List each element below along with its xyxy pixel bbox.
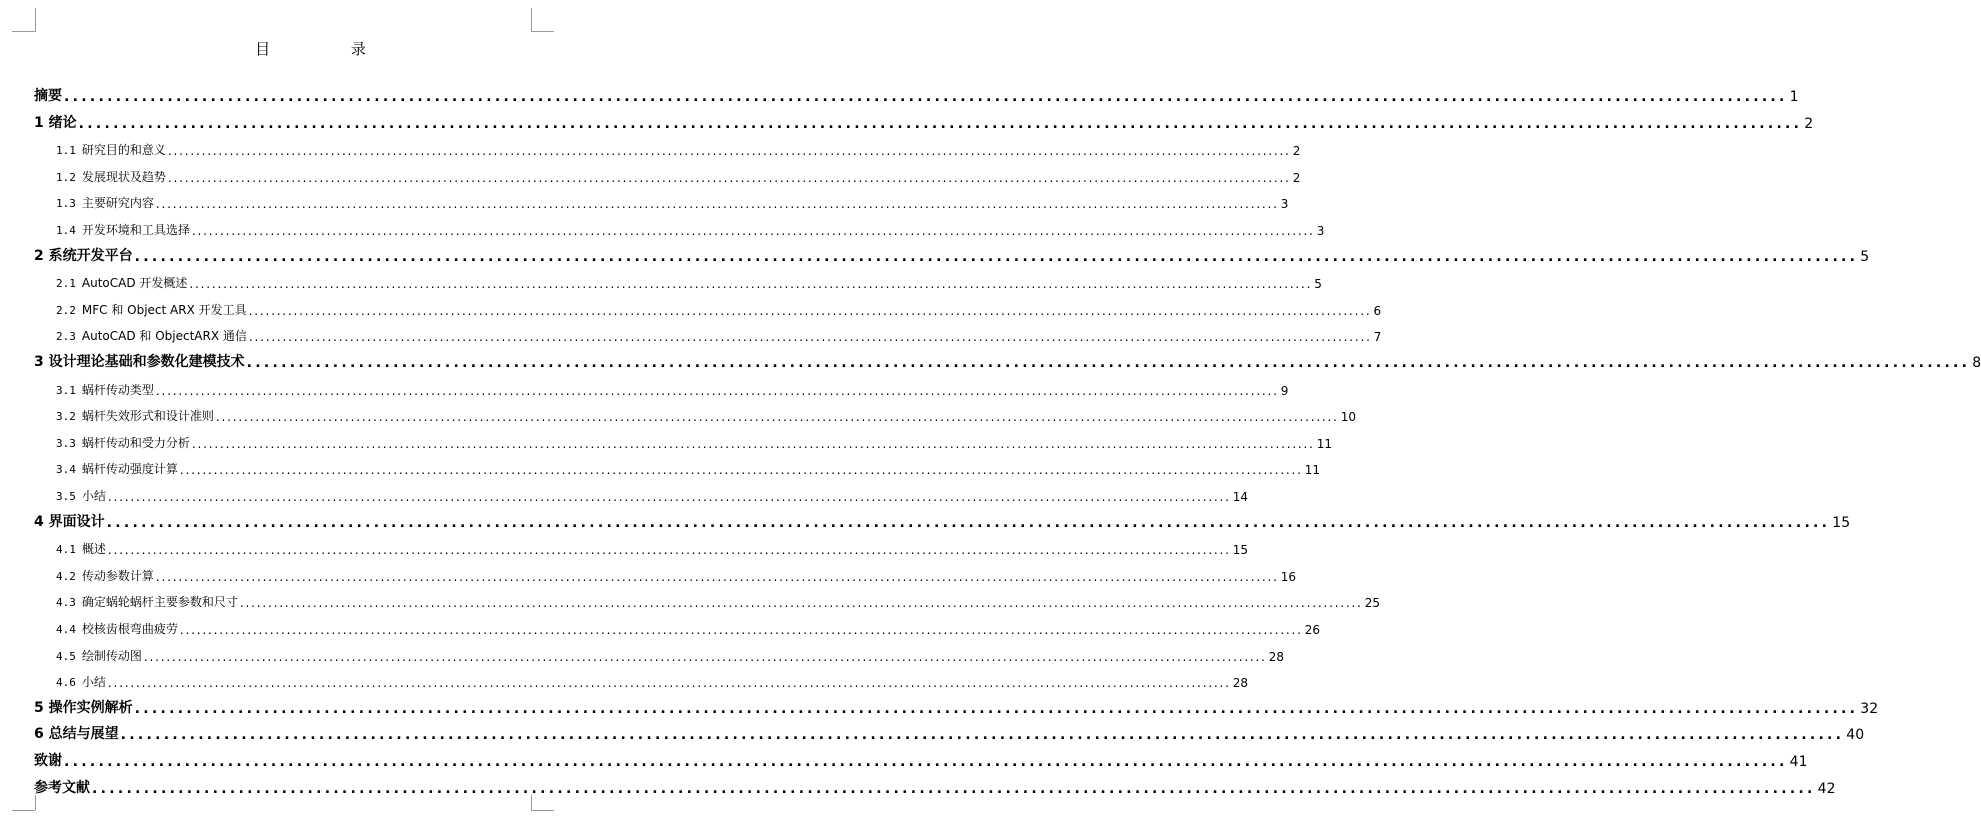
toc-page-number: 3: [1280, 197, 1289, 212]
toc-dot-leader: ........................................................................................................................................................................................................: [107, 543, 1231, 558]
toc-entry-text: 摘要: [34, 88, 62, 104]
toc-entry-text: 蜗杆传动和受力分析: [81, 435, 190, 450]
toc-section-entry[interactable]: [0, 431, 1333, 451]
toc-page-number: 11: [1316, 436, 1333, 451]
toc-dot-leader: ........................................................................................................................................................................................................: [179, 463, 1303, 478]
toc-page-number: 32: [1860, 700, 1879, 717]
toc-section-number: 2.3: [56, 330, 76, 344]
toc-section-number: 3.4: [56, 463, 76, 477]
toc-entry-label: [56, 673, 106, 690]
toc-entry-text: 确定蜗轮蜗杆主要参数和尺寸: [81, 595, 238, 610]
toc-dot-leader: ........................................................................................................................................................................................................: [191, 436, 1315, 451]
toc-section-entry[interactable]: [0, 191, 1289, 212]
toc-entry-text: 绘制传动图: [81, 648, 142, 663]
toc-entry-text: 蜗杆失效形式和设计准则: [81, 409, 214, 424]
toc-entry-label: [56, 647, 142, 664]
toc-entry-text: 蜗杆传动类型: [81, 382, 154, 397]
toc-section-entry[interactable]: [0, 218, 1325, 238]
toc-entry-text: 6 总结与展望: [34, 726, 119, 743]
toc-dot-leader: ........................................................................................................................................................................................................: [106, 514, 1831, 531]
toc-section-number: 3.3: [56, 436, 76, 450]
toc-dot-leader: ........................................................................................................................................................................................................: [248, 330, 1372, 345]
toc-section-number: 1.1: [56, 144, 76, 158]
toc-dot-leader: ........................................................................................................................................................................................................: [92, 780, 1816, 797]
toc-entry-label: [56, 168, 166, 185]
toc-dot-leader: ........................................................................................................................................................................................................: [248, 303, 1372, 318]
toc-entry-label: [56, 194, 154, 211]
toc-entry-text: 概述: [81, 542, 106, 557]
toc-entry-label: [56, 381, 154, 398]
toc-section-number: 4.4: [56, 623, 76, 636]
toc-entry-label: [56, 487, 106, 504]
toc-entry-label: [56, 274, 187, 291]
toc-dot-leader: ........................................................................................................................................................................................................: [191, 224, 1315, 238]
toc-page-number: 3: [1316, 224, 1325, 238]
toc-entry-label: [34, 245, 133, 265]
toc-dot-leader: ........................................................................................................................................................................................................: [155, 569, 1279, 584]
toc-page-number: 9: [1280, 383, 1289, 398]
toc-entry-text: 5 操作实例解析: [34, 699, 133, 716]
toc-section-entry[interactable]: [0, 138, 1301, 159]
toc-page-number: 28: [1232, 676, 1249, 691]
toc-entry-label: [34, 511, 105, 531]
toc-page-number: 42: [1817, 780, 1836, 797]
toc-entry-text: 小结: [81, 675, 106, 690]
toc-section-number: 4.1: [56, 543, 76, 557]
toc-entry-label: [34, 777, 90, 797]
toc-dot-leader: ........................................................................................................................................................................................................: [155, 383, 1279, 398]
toc-entry-text: 开发环境和工具选择: [81, 223, 190, 237]
toc-dot-leader: ........................................................................................................................................................................................................: [134, 700, 1859, 717]
toc-entry-label: [34, 85, 62, 105]
toc-page-number: 40: [1846, 727, 1865, 744]
toc-entry-text: 1 绪论: [34, 114, 77, 131]
toc-section-entry[interactable]: [0, 484, 1249, 504]
toc-entry-text: 小结: [81, 489, 106, 503]
toc-page-number: 7: [1373, 330, 1382, 345]
toc-entry-text: 参考文献: [34, 779, 90, 796]
toc-page-number: 1: [1789, 89, 1799, 105]
toc-section-entry[interactable]: [0, 324, 1382, 345]
toc-entry-label: [56, 567, 154, 584]
toc-section-number: 3.2: [56, 410, 76, 424]
toc-section-entry[interactable]: [0, 590, 1381, 611]
toc-section-number: 4.5: [56, 649, 76, 663]
page-title: 目 录: [255, 40, 404, 58]
toc-dot-leader: ........................................................................................................................................................................................................: [155, 197, 1279, 212]
toc-entry-text: 蜗杆传动强度计算: [81, 462, 178, 477]
toc-section-entry[interactable]: [0, 298, 1382, 318]
toc-dot-leader: ........................................................................................................................................................................................................: [215, 410, 1339, 425]
toc-section-entry[interactable]: [0, 644, 1285, 664]
toc-entry-label: [34, 351, 245, 371]
toc-dot-leader: ........................................................................................................................................................................................................: [246, 355, 1971, 371]
toc-chapter-entry[interactable]: [0, 112, 1814, 132]
toc-entry-text: 发展现状及趋势: [81, 169, 166, 184]
toc-dot-leader: ........................................................................................................................................................................................................: [143, 649, 1267, 664]
toc-section-number: 3.5: [56, 490, 76, 503]
toc-entry-label: [56, 141, 166, 158]
toc-chapter-entry[interactable]: [0, 697, 1879, 717]
toc-entry-label: [56, 434, 190, 451]
toc-section-number: 3.1: [56, 383, 76, 397]
toc-page-number: 11: [1304, 463, 1321, 478]
toc-section-number: 2.1: [56, 277, 76, 291]
toc-dot-leader: ........................................................................................................................................................................................................: [134, 248, 1859, 265]
toc-entry-text: 主要研究内容: [81, 196, 154, 211]
toc-section-entry[interactable]: [0, 165, 1301, 185]
toc-page-number: 25: [1364, 596, 1381, 611]
toc-page-number: 15: [1832, 514, 1851, 531]
toc-entry-label: [56, 221, 190, 238]
toc-page-number: 5: [1314, 277, 1322, 292]
toc-entry-text: 3 设计理论基础和参数化建模技术: [34, 354, 245, 370]
toc-dot-leader: ........................................................................................................................................................................................................: [107, 676, 1231, 691]
toc-section-entry[interactable]: [0, 457, 1321, 478]
toc-dot-leader: ........................................................................................................................................................................................................: [64, 89, 1788, 105]
toc-section-number: 1.4: [56, 224, 76, 237]
toc-page-number: 15: [1232, 543, 1249, 558]
toc-chapter-entry[interactable]: [0, 511, 1851, 531]
toc-section-number: 4.2: [56, 569, 76, 583]
toc-entry-label: [34, 112, 77, 132]
toc-dot-leader: ........................................................................................................................................................................................................: [107, 490, 1231, 504]
toc-page-number: 6: [1373, 303, 1382, 318]
toc-page-number: 5: [1860, 248, 1870, 265]
toc-section-entry[interactable]: [0, 670, 1249, 691]
toc-chapter-entry[interactable]: [0, 723, 1865, 744]
toc-entry-text: 研究目的和意义: [81, 143, 166, 158]
toc-entry-label: [56, 301, 247, 318]
toc-page-number: 16: [1280, 569, 1297, 584]
toc-page-number: 41: [1789, 754, 1808, 770]
toc-entry-label: [56, 620, 178, 637]
toc-section-number: 4.6: [56, 676, 76, 690]
toc-entry-label: [34, 723, 119, 743]
toc-dot-leader: ........................................................................................................................................................................................................: [120, 727, 1845, 744]
toc-section-entry[interactable]: [0, 404, 1357, 425]
toc-dot-leader: ........................................................................................................................................................................................................: [64, 754, 1788, 770]
toc-section-entry[interactable]: [0, 378, 1289, 398]
toc-entry-text: 传动参数计算: [81, 568, 154, 583]
toc-entry-text: MFC 和 Object ARX 开发工具: [81, 302, 247, 317]
toc-entry-text: AutoCAD 开发概述: [81, 276, 188, 291]
toc-chapter-entry[interactable]: [0, 85, 1799, 105]
toc-page-number: 14: [1232, 490, 1249, 504]
toc-entry-label: [34, 697, 133, 717]
toc-section-number: 2.2: [56, 303, 76, 317]
toc-entry-label: [34, 750, 62, 770]
toc-entry-text: AutoCAD 和 ObjectARX 通信: [81, 329, 247, 344]
toc-dot-leader: ........................................................................................................................................................................................................: [239, 596, 1363, 611]
toc-section-entry[interactable]: [0, 564, 1297, 584]
toc-section-number: 1.2: [56, 170, 76, 184]
toc-page-number: 2: [1292, 170, 1301, 185]
toc-dot-leader: ........................................................................................................................................................................................................: [167, 170, 1291, 185]
toc-entry-label: [56, 327, 247, 344]
toc-chapter-entry[interactable]: [0, 245, 1870, 265]
toc-entry-label: [56, 540, 106, 557]
toc-dot-leader: ........................................................................................................................................................................................................: [78, 115, 1803, 132]
toc-page-number: 28: [1268, 649, 1285, 664]
toc-entry-label: [56, 593, 238, 610]
toc-page-number: 26: [1304, 623, 1321, 637]
toc-dot-leader: ........................................................................................................................................................................................................: [179, 623, 1303, 637]
toc-section-number: 1.3: [56, 197, 76, 211]
toc-entry-label: [56, 407, 214, 424]
toc-chapter-entry[interactable]: [0, 351, 1981, 371]
toc-page-number: 2: [1804, 115, 1814, 132]
toc-page-number: 10: [1340, 410, 1357, 425]
toc-entry-text: 2 系统开发平台: [34, 247, 133, 264]
toc-entry-label: [56, 460, 178, 477]
toc-entry-text: 校核齿根弯曲疲劳: [81, 622, 178, 636]
toc-section-entry[interactable]: [0, 617, 1321, 637]
toc-section-entry[interactable]: [0, 271, 1322, 292]
toc-entry-text: 致谢: [34, 753, 62, 769]
toc-page-number: 8: [1972, 355, 1981, 371]
toc-section-entry[interactable]: [0, 537, 1249, 558]
toc-section-number: 4.3: [56, 596, 76, 610]
toc-chapter-entry[interactable]: [0, 777, 1836, 797]
toc-page-number: 2: [1292, 144, 1301, 159]
toc-entry-text: 4 界面设计: [34, 513, 105, 530]
toc-chapter-entry[interactable]: [0, 750, 1808, 770]
toc-dot-leader: ........................................................................................................................................................................................................: [167, 144, 1291, 159]
toc-dot-leader: ........................................................................................................................................................................................................: [189, 277, 1313, 292]
